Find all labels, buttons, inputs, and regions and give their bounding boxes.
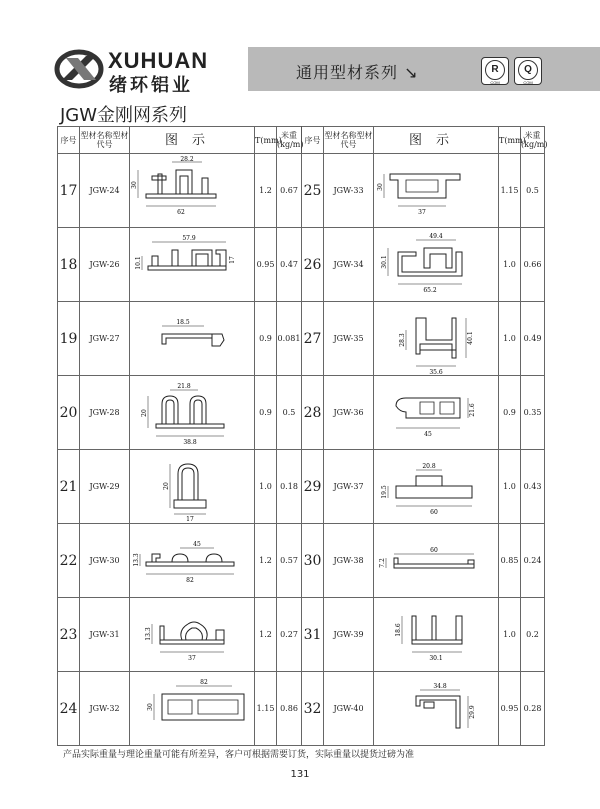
- thickness-value: 1.0: [499, 302, 521, 376]
- serial-number: 25: [302, 154, 324, 228]
- dimension-label: 21.6: [469, 402, 476, 417]
- thickness-value: 1.2: [255, 154, 277, 228]
- weight-value: 0.49: [521, 302, 545, 376]
- profile-cross-section-drawing: [376, 452, 496, 522]
- cert-badge-q: Q COM: [514, 57, 542, 85]
- dimension-label: 30.1: [381, 254, 388, 269]
- profile-figure: [374, 672, 499, 746]
- col-figure: 图示: [130, 127, 255, 154]
- profile-cross-section-drawing: [376, 304, 496, 374]
- cert-r-icon: R: [485, 60, 505, 80]
- weight-value: 0.27: [277, 598, 302, 672]
- brand-logo-icon: [56, 46, 102, 92]
- thickness-value: 1.15: [499, 154, 521, 228]
- weight-value: 0.18: [277, 450, 302, 524]
- profile-figure: [130, 302, 255, 376]
- thickness-value: 0.9: [255, 376, 277, 450]
- col-name: 型材名称型材代号: [324, 127, 374, 154]
- profile-figure: [130, 376, 255, 450]
- dimension-label: 60: [430, 546, 438, 554]
- thickness-value: 1.2: [255, 598, 277, 672]
- dimension-label: 57.9: [182, 234, 196, 242]
- dimension-label: 37: [418, 208, 426, 216]
- page-header: [0, 0, 600, 98]
- thickness-value: 1.0: [499, 450, 521, 524]
- dimension-label: 34.8: [433, 682, 447, 690]
- serial-number: 21: [58, 450, 80, 524]
- dimension-label: 49.4: [429, 232, 443, 240]
- thickness-value: 0.9: [255, 302, 277, 376]
- dimension-label: 18.5: [176, 318, 190, 326]
- profile-cross-section-drawing: [132, 600, 252, 670]
- col-figure: 图示: [374, 127, 499, 154]
- weight-value: 0.35: [521, 376, 545, 450]
- dimension-label: 13.3: [133, 552, 140, 567]
- serial-number: 30: [302, 524, 324, 598]
- table-row: [58, 376, 545, 450]
- dimension-label: 19.5: [381, 484, 388, 499]
- dimension-label: 20.8: [422, 462, 436, 470]
- thickness-value: 0.85: [499, 524, 521, 598]
- dimension-label: 37: [188, 654, 196, 662]
- profile-figure: [374, 524, 499, 598]
- table-row: [58, 524, 545, 598]
- table-header-row: [58, 127, 545, 154]
- thickness-value: 1.0: [499, 598, 521, 672]
- profile-code: JGW-29: [80, 450, 130, 524]
- table-row: [58, 598, 545, 672]
- profile-figure: [130, 228, 255, 302]
- dimension-label: 38.8: [183, 438, 197, 446]
- profile-figure: [374, 228, 499, 302]
- profile-code: JGW-27: [80, 302, 130, 376]
- dimension-label: 28.2: [180, 155, 194, 163]
- col-no: 序号: [58, 127, 80, 154]
- profile-code: JGW-31: [80, 598, 130, 672]
- dimension-label: 30: [147, 702, 154, 711]
- dimension-label: 82: [186, 576, 194, 584]
- profile-cross-section-drawing: [376, 526, 496, 596]
- serial-number: 17: [58, 154, 80, 228]
- profile-code: JGW-40: [324, 672, 374, 746]
- profile-figure: [374, 376, 499, 450]
- weight-value: 0.5: [521, 154, 545, 228]
- profile-code: JGW-35: [324, 302, 374, 376]
- thickness-value: 1.0: [499, 228, 521, 302]
- profile-code: JGW-38: [324, 524, 374, 598]
- serial-number: 31: [302, 598, 324, 672]
- brand-name-cn: 绪环铝业: [109, 75, 193, 96]
- cert-badge-r: R COM: [481, 57, 509, 85]
- serial-number: 24: [58, 672, 80, 746]
- profile-table: [57, 126, 548, 746]
- dimension-label: 21.8: [177, 382, 191, 390]
- dimension-label: 62: [177, 208, 185, 216]
- profile-figure: [130, 524, 255, 598]
- profile-cross-section-drawing: [376, 230, 496, 300]
- profile-code: JGW-39: [324, 598, 374, 672]
- thickness-value: 1.2: [255, 524, 277, 598]
- serial-number: 22: [58, 524, 80, 598]
- profile-code: JGW-33: [324, 154, 374, 228]
- weight-value: 0.2: [521, 598, 545, 672]
- thickness-value: 1.15: [255, 672, 277, 746]
- table-row: [58, 154, 545, 228]
- series-title: 通用型材系列 ↘: [296, 63, 419, 82]
- profile-code: JGW-36: [324, 376, 374, 450]
- dimension-label: 17: [186, 515, 194, 523]
- dimension-label: 30: [377, 182, 384, 191]
- col-name: 型材名称型材代号: [80, 127, 130, 154]
- profile-cross-section-drawing: [132, 230, 252, 300]
- serial-number: 19: [58, 302, 80, 376]
- dimension-label: 7.2: [379, 557, 386, 568]
- profile-cross-section-drawing: [376, 600, 496, 670]
- dimension-label: 45: [193, 540, 201, 548]
- dimension-label: 13.3: [145, 626, 152, 641]
- profile-cross-section-drawing: [132, 378, 252, 448]
- profile-code: JGW-26: [80, 228, 130, 302]
- thickness-value: 0.95: [255, 228, 277, 302]
- weight-value: 0.67: [277, 154, 302, 228]
- serial-number: 29: [302, 450, 324, 524]
- footnote: 产品实际重量与理论重量可能有所差异，客户可根据需要订货，实际重量以提货过磅为准: [63, 750, 415, 760]
- profile-figure: [374, 450, 499, 524]
- weight-value: 0.43: [521, 450, 545, 524]
- col-no: 序号: [302, 127, 324, 154]
- profile-figure: [374, 598, 499, 672]
- weight-value: 0.081: [277, 302, 302, 376]
- weight-value: 0.47: [277, 228, 302, 302]
- col-weight: 米重(kg/m): [277, 127, 302, 154]
- weight-value: 0.28: [521, 672, 545, 746]
- dimension-label: 30: [131, 180, 138, 189]
- serial-number: 27: [302, 302, 324, 376]
- profile-cross-section-drawing: [132, 526, 252, 596]
- profile-code: JGW-34: [324, 228, 374, 302]
- weight-value: 0.86: [277, 672, 302, 746]
- profile-cross-section-drawing: [376, 156, 496, 226]
- cert-q-icon: Q: [518, 60, 538, 80]
- thickness-value: 0.9: [499, 376, 521, 450]
- profile-code: JGW-28: [80, 376, 130, 450]
- weight-value: 0.24: [521, 524, 545, 598]
- dimension-label: 20: [141, 408, 148, 417]
- dimension-label: 65.2: [423, 286, 437, 294]
- weight-value: 0.57: [277, 524, 302, 598]
- table-row: [58, 228, 545, 302]
- serial-number: 28: [302, 376, 324, 450]
- serial-number: 18: [58, 228, 80, 302]
- profile-figure: [130, 598, 255, 672]
- profile-cross-section-drawing: [376, 378, 496, 448]
- thickness-value: 0.95: [499, 672, 521, 746]
- dimension-label: 17: [229, 255, 236, 264]
- col-weight: 米重(kg/m): [521, 127, 545, 154]
- table-row: [58, 302, 545, 376]
- profile-cross-section-drawing: [132, 674, 252, 744]
- page-number: 131: [290, 769, 310, 780]
- profile-cross-section-drawing: [376, 674, 496, 744]
- thickness-value: 1.0: [255, 450, 277, 524]
- dimension-label: 29.9: [469, 704, 476, 719]
- profile-code: JGW-24: [80, 154, 130, 228]
- profile-figure: [130, 672, 255, 746]
- dimension-label: 10.1: [135, 255, 142, 270]
- serial-number: 26: [302, 228, 324, 302]
- weight-value: 0.5: [277, 376, 302, 450]
- dimension-label: 60: [430, 508, 438, 516]
- profile-cross-section-drawing: [132, 304, 252, 374]
- dimension-label: 20: [163, 481, 170, 490]
- col-t: T(mm): [255, 127, 277, 154]
- profile-code: JGW-30: [80, 524, 130, 598]
- dimension-label: 28.3: [399, 332, 406, 347]
- profile-code: JGW-32: [80, 672, 130, 746]
- dimension-label: 45: [424, 430, 432, 438]
- dimension-label: 82: [200, 678, 208, 686]
- profile-figure: [130, 154, 255, 228]
- profile-figure: [374, 154, 499, 228]
- profile-cross-section-drawing: [132, 452, 252, 522]
- profile-cross-section-drawing: [132, 156, 252, 226]
- dimension-label: 18.6: [395, 622, 402, 637]
- serial-number: 32: [302, 672, 324, 746]
- col-t: T(mm): [499, 127, 521, 154]
- dimension-label: 35.6: [429, 368, 443, 376]
- table-row: [58, 450, 545, 524]
- profile-figure: [374, 302, 499, 376]
- dimension-label: 40.1: [467, 330, 474, 345]
- serial-number: 20: [58, 376, 80, 450]
- page-title: JGW金刚网系列: [60, 105, 188, 126]
- dimension-label: 30.1: [429, 654, 443, 662]
- brand-name-en: XUHUAN: [108, 48, 209, 73]
- weight-value: 0.66: [521, 228, 545, 302]
- serial-number: 23: [58, 598, 80, 672]
- profile-figure: [130, 450, 255, 524]
- table-row: [58, 672, 545, 746]
- profile-code: JGW-37: [324, 450, 374, 524]
